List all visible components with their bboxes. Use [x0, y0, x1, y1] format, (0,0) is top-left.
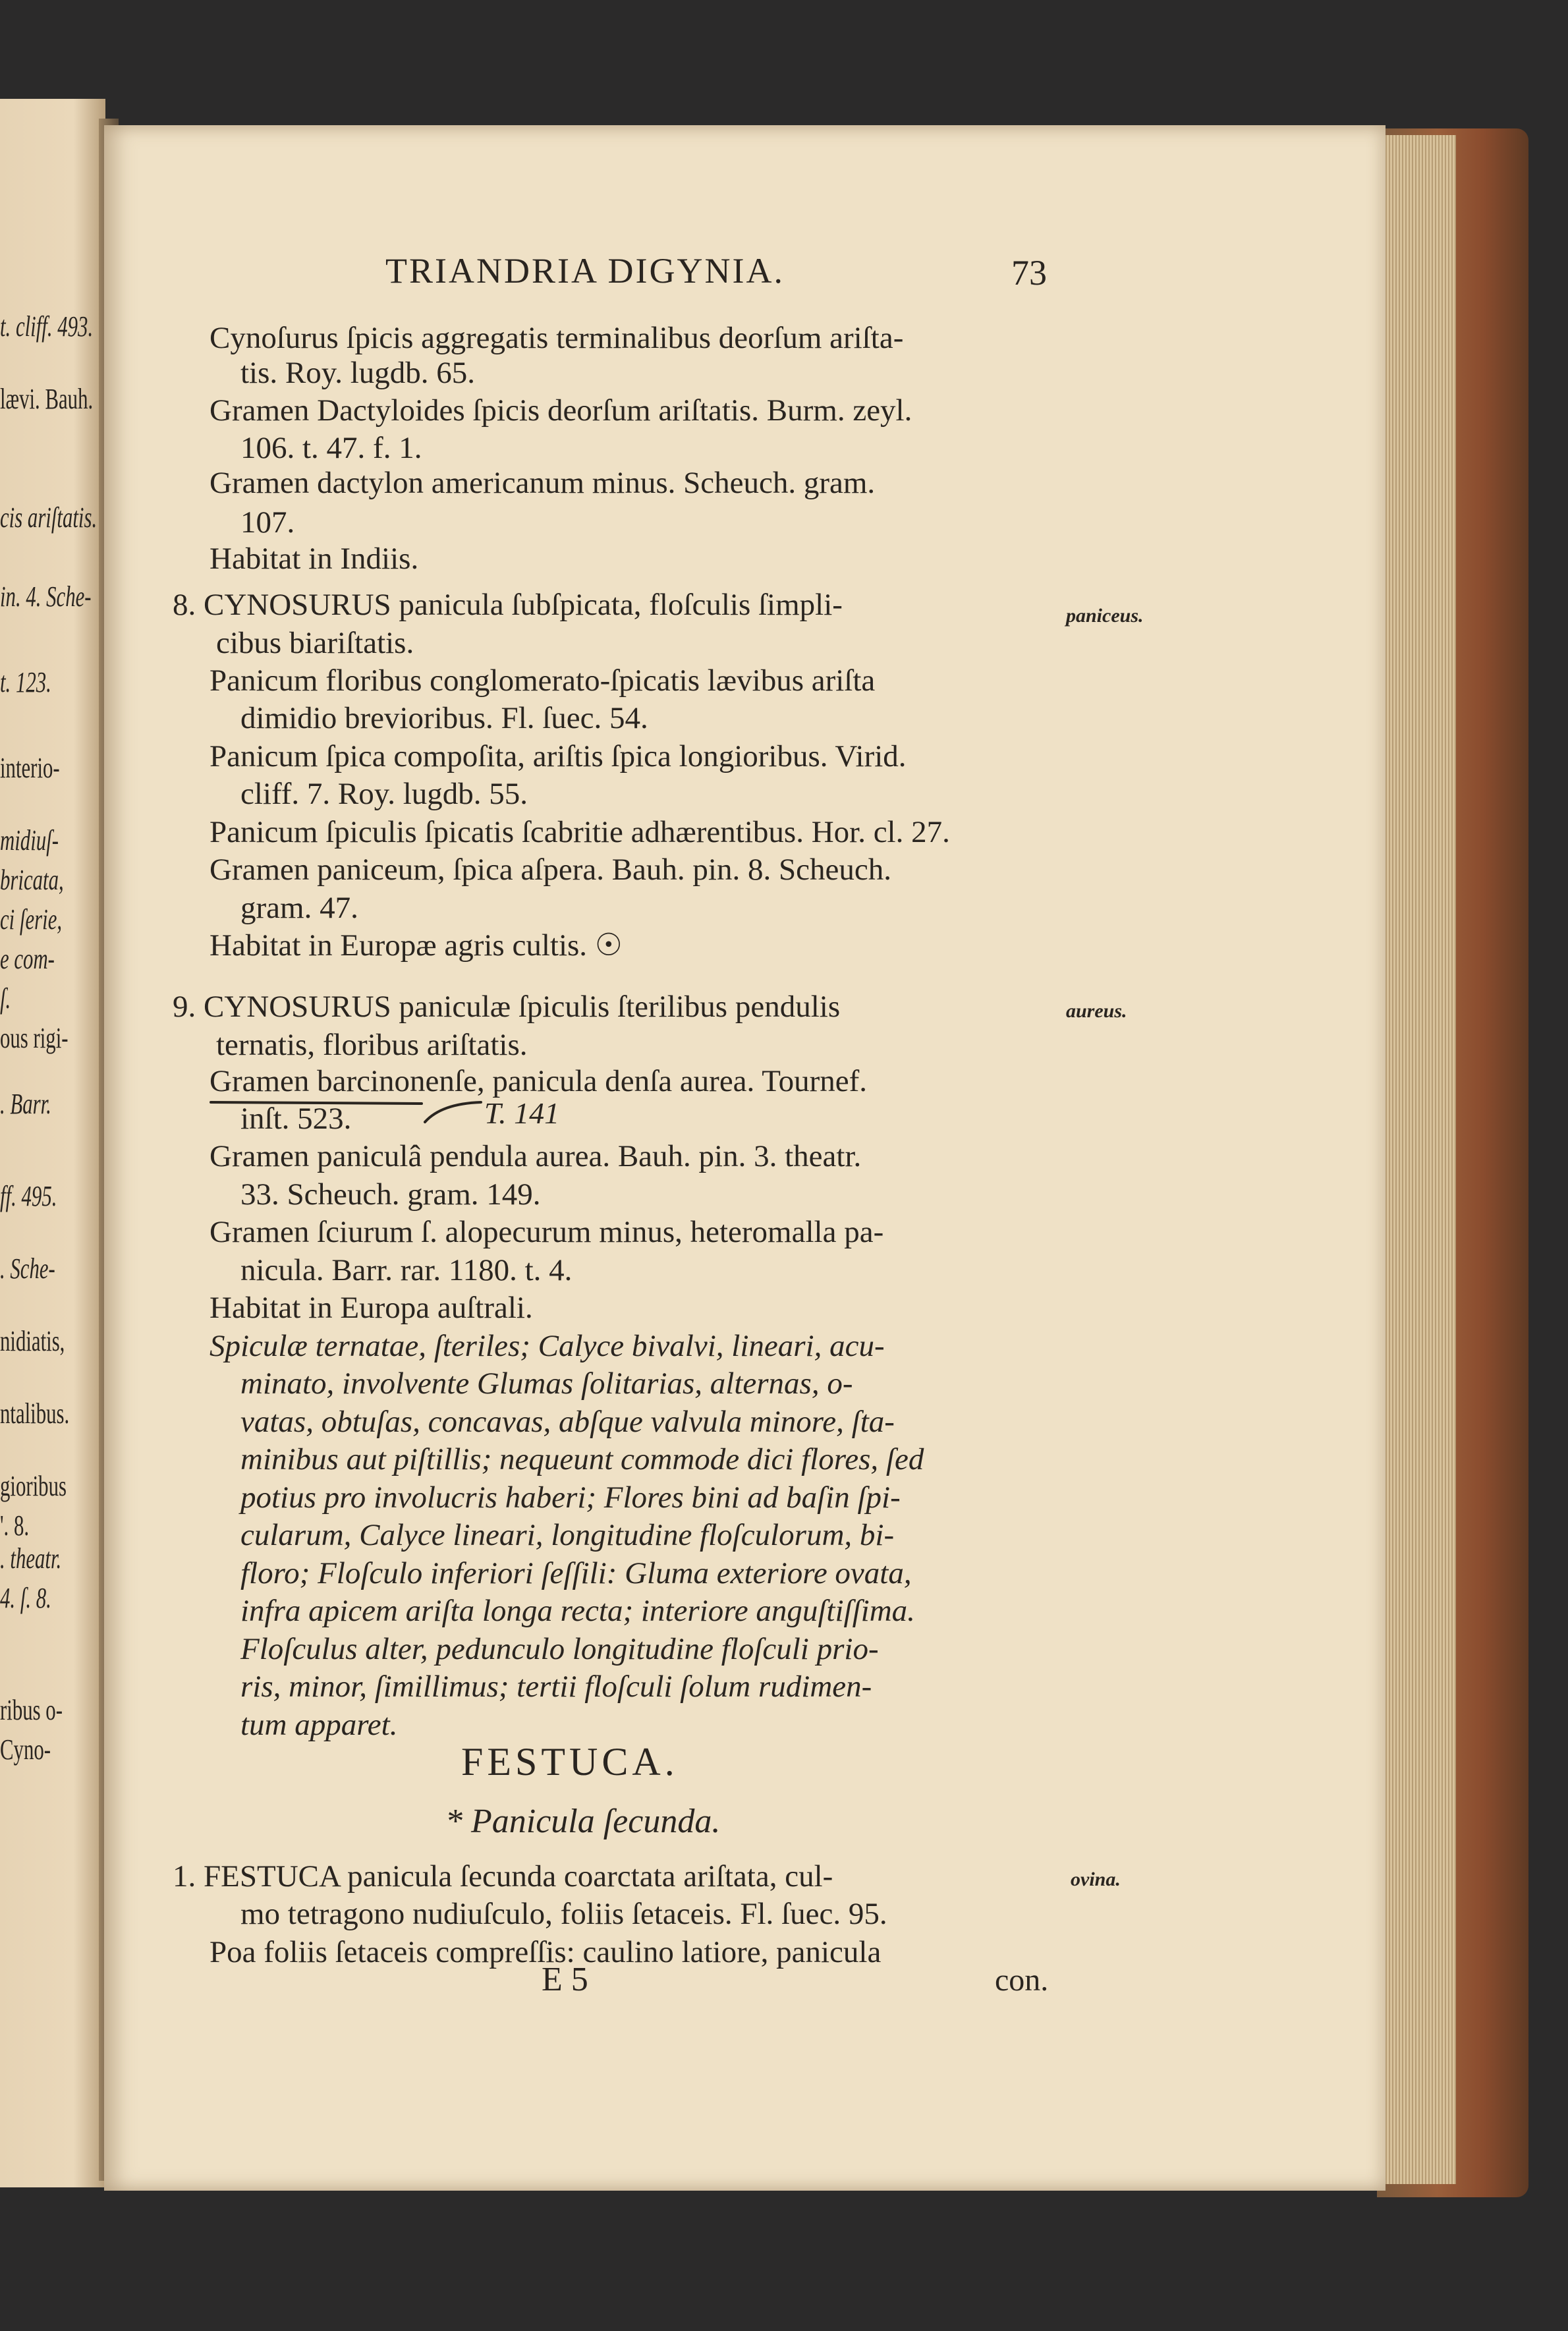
left-page-fragment: t. 123.: [0, 666, 51, 698]
text-line: Gramen paniculâ pendula aurea. Bauh. pin. 3. theatr.: [210, 1139, 862, 1173]
text-line: minibus aut piſtillis; nequeunt commode dici flores, ſed: [240, 1442, 924, 1476]
text-line: Gramen ſciurum ſ. alopecurum minus, heteromalla pa-: [210, 1215, 884, 1249]
running-title: TRIANDRIA DIGYNIA.: [385, 251, 785, 291]
section-title: FESTUCA.: [461, 1740, 679, 1783]
text-line: floro; Floſculo inferiori ſeſſili: Gluma exteriore ovata,: [240, 1556, 912, 1590]
text-line: Gramen Dactyloides ſpicis deorſum ariſtatis. Burm. zeyl.: [210, 393, 912, 428]
text-line: ris, minor, ſimillimus; tertii floſculi ſolum rudimen-: [240, 1670, 872, 1704]
left-page-fragment: ribus o-: [0, 1694, 63, 1726]
left-page-fragment: interio-: [0, 752, 60, 784]
annotation-text: T. 141: [484, 1096, 560, 1130]
left-page-fragment: ci ſerie,: [0, 903, 63, 936]
left-page-fragment: ſ.: [0, 982, 11, 1015]
catchword: con.: [995, 1963, 1049, 1998]
text-line: Habitat in Europæ agris cultis. ☉: [210, 928, 623, 963]
page-number: 73: [1011, 253, 1047, 293]
text-line: 8. CYNOSURUS panicula ſubſpicata, floſculis ſimpli-: [173, 588, 843, 622]
text-line: dimidio brevioribus. Fl. ſuec. 54.: [240, 701, 648, 735]
text-line: cibus biariſtatis.: [216, 626, 414, 660]
left-page-fragment: in. 4. Sche-: [0, 580, 92, 613]
text-line: Cynoſurus ſpicis aggregatis terminalibus deorſum ariſta-: [210, 321, 904, 355]
margin-species-name: paniceus.: [1066, 605, 1144, 627]
left-page-fragment: ntalibus.: [0, 1397, 70, 1430]
text-line: Gramen paniceum, ſpica aſpera. Bauh. pin. 8. Scheuch.: [210, 853, 891, 887]
left-page-fragment: nidiatis,: [0, 1325, 65, 1357]
text-line: ternatis, floribus ariſtatis.: [216, 1028, 528, 1062]
left-page-fragment: . Barr.: [0, 1088, 51, 1120]
text-line: Habitat in Indiis.: [210, 542, 419, 576]
text-line: Habitat in Europa auſtrali.: [210, 1291, 533, 1325]
left-page-fragment: Cyno-: [0, 1733, 51, 1766]
handwritten-annotation: [204, 1051, 600, 1137]
text-line: 9. CYNOSURUS paniculæ ſpiculis ſterilibus pendulis: [173, 990, 841, 1024]
text-line: Panicum ſpica compoſita, ariſtis ſpica longioribus. Virid.: [210, 739, 907, 773]
text-line: Panicum ſpiculis ſpicatis ſcabritie adhærentibus. Hor. cl. 27.: [210, 815, 950, 849]
text-line: Gramen barcinonenſe, panicula denſa aurea. Tournef.: [210, 1064, 868, 1098]
left-page-fragment: . Sche-: [0, 1252, 55, 1285]
text-line: minato, involvente Glumas ſolitarias, alternas, o-: [240, 1366, 853, 1401]
left-page-fragment: . theatr.: [0, 1542, 62, 1575]
text-line: 106. t. 47. f. 1.: [240, 431, 422, 465]
page-edges: [1377, 135, 1456, 2184]
text-line: 107.: [240, 505, 295, 540]
text-line: Floſculus alter, pedunculo longitudine floſculi prio-: [240, 1632, 879, 1666]
left-page-fragment: cis ariſtatis.: [0, 501, 98, 534]
margin-species-name: aureus.: [1066, 1000, 1127, 1022]
text-line: 1. FESTUCA panicula ſecunda coarctata ariſtata, cul-: [173, 1859, 833, 1894]
text-line: Panicum floribus conglomerato-ſpicatis lævibus ariſta: [210, 663, 876, 698]
signature-mark: E 5: [542, 1961, 588, 1998]
left-page-fragment: '. 8.: [0, 1509, 30, 1542]
left-page-fragment: lævi. Bauh.: [0, 383, 94, 415]
left-page-fragment: 4. ſ. 8.: [0, 1582, 51, 1614]
left-page-fragment: t. cliff. 493.: [0, 310, 94, 343]
text-line: tum apparet.: [240, 1708, 398, 1742]
left-page-fragment: gioribus: [0, 1470, 67, 1502]
left-page-fragment: ff. 495.: [0, 1180, 57, 1212]
text-line: mo tetragono nudiuſculo, foliis ſetaceis. Fl. ſuec. 95.: [240, 1897, 887, 1931]
text-line: cularum, Calyce lineari, longitudine floſculorum, bi-: [240, 1518, 895, 1552]
text-line: Spiculæ ternatae, ſteriles; Calyce bivalvi, lineari, acu-: [210, 1329, 885, 1363]
left-page-fragment: bricata,: [0, 864, 64, 896]
text-line: inſt. 523.: [240, 1102, 352, 1136]
text-line: 33. Scheuch. gram. 149.: [240, 1177, 541, 1212]
text-line: Poa foliis ſetaceis compreſſis: caulino latiore, panicula: [210, 1935, 882, 1969]
text-line: potius pro involucris haberi; Flores bini ad baſin ſpi-: [240, 1480, 901, 1515]
text-line: Gramen dactylon americanum minus. Scheuch. gram.: [210, 466, 876, 500]
section-subtitle: * Panicula ſecunda.: [445, 1803, 721, 1840]
left-page-fragment: ous rigi-: [0, 1022, 69, 1054]
text-line: infra apicem ariſta longa recta; interiore anguſtiſſima.: [240, 1594, 915, 1628]
left-page-fragment: e com-: [0, 943, 55, 975]
left-page-fragment: midiuſ-: [0, 824, 59, 857]
margin-species-name: ovina.: [1071, 1868, 1121, 1890]
text-line: gram. 47.: [240, 891, 358, 925]
text-line: nicula. Barr. rar. 1180. t. 4.: [240, 1253, 573, 1287]
text-line: vatas, obtuſas, concavas, abſque valvula minore, ſta-: [240, 1405, 895, 1439]
text-line: tis. Roy. lugdb. 65.: [240, 356, 476, 390]
text-line: cliff. 7. Roy. lugdb. 55.: [240, 777, 528, 811]
